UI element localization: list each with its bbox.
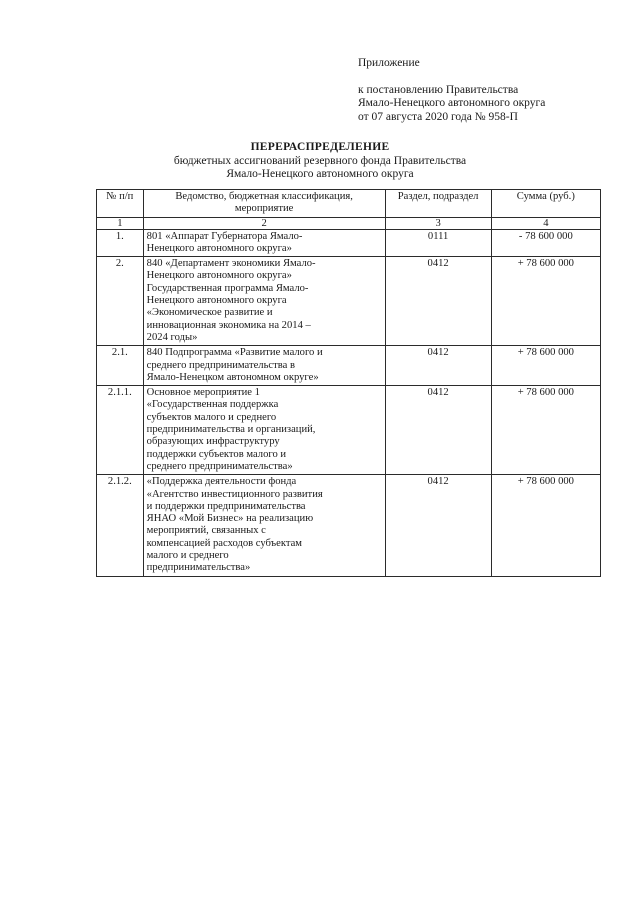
row-name: 840 Подпрограмма «Развитие малого и среднего предпринимательства в Ямало-Ненецком автономном округе» [143, 346, 385, 386]
row-section: 0111 [385, 229, 491, 257]
row-section: 0412 [385, 386, 491, 475]
appendix-line-3: от 07 августа 2020 года № 958-П [358, 110, 518, 123]
index-name: 2 [143, 217, 385, 229]
table-row [97, 346, 601, 386]
allocation-table [96, 189, 601, 577]
header-sum: Сумма (руб.) [491, 190, 600, 218]
appendix-line-1: к постановлению Правительства [358, 83, 519, 96]
table-row [97, 386, 601, 475]
row-section: 0412 [385, 346, 491, 386]
row-name: 801 «Аппарат Губернатора Ямало- Ненецкого автономного округа» [143, 229, 385, 257]
row-name: 840 «Департамент экономики Ямало- Ненецкого автономного округа» Государственная программа Ямало- Ненецкого автономного округа «Экономическое развитие и инновационная экономика на 2014 – 2024 годы» [143, 257, 385, 346]
table-header-row [97, 190, 601, 218]
row-sum: + 78 600 000 [491, 257, 600, 346]
row-sum: + 78 600 000 [491, 386, 600, 475]
appendix-block [358, 57, 545, 124]
row-num: 2.1.2. [97, 475, 144, 576]
table-row [97, 229, 601, 257]
row-name: «Поддержка деятельности фонда «Агентство инвестиционного развития и поддержки предпринимательства ЯНАО «Мой Бизнес» на реализацию мероприятий, связанных с компенсацией расходов субъектам малого и среднего предпринимательства» [143, 475, 385, 576]
row-sum: + 78 600 000 [491, 475, 600, 576]
row-num: 2.1.1. [97, 386, 144, 475]
index-sum: 4 [491, 217, 600, 229]
table-row [97, 257, 601, 346]
appendix-gap [358, 71, 545, 84]
header-name: Ведомство, бюджетная классификация, мероприятие [143, 190, 385, 218]
row-section: 0412 [385, 475, 491, 576]
header-num: № п/п [97, 190, 144, 218]
row-num: 1. [97, 229, 144, 257]
table-row [97, 475, 601, 576]
row-sum: + 78 600 000 [491, 346, 600, 386]
appendix-line-2: Ямало-Ненецкого автономного округа [358, 97, 546, 109]
index-section: 3 [385, 217, 491, 229]
document-subtitle-2: Ямало-Ненецкого автономного округа [226, 168, 414, 180]
appendix-label: Приложение [358, 57, 420, 69]
row-section: 0412 [385, 257, 491, 346]
table-index-row [97, 217, 601, 229]
row-num: 2.1. [97, 346, 144, 386]
document-subtitle-1: бюджетных ассигнований резервного фонда Правительства [173, 154, 467, 167]
index-num: 1 [97, 217, 144, 229]
heading-block [0, 141, 640, 182]
row-num: 2. [97, 257, 144, 346]
row-sum: - 78 600 000 [491, 229, 600, 257]
row-name: Основное мероприятие 1 «Государственная поддержка субъектов малого и среднего предпринимательства и организаций, образующих инфраструктуру поддержки субъектов малого и среднего предпринимательства» [143, 386, 385, 475]
header-section: Раздел, подраздел [385, 190, 491, 218]
document-title: ПЕРЕРАСПРЕДЕЛЕНИЕ [250, 141, 390, 153]
